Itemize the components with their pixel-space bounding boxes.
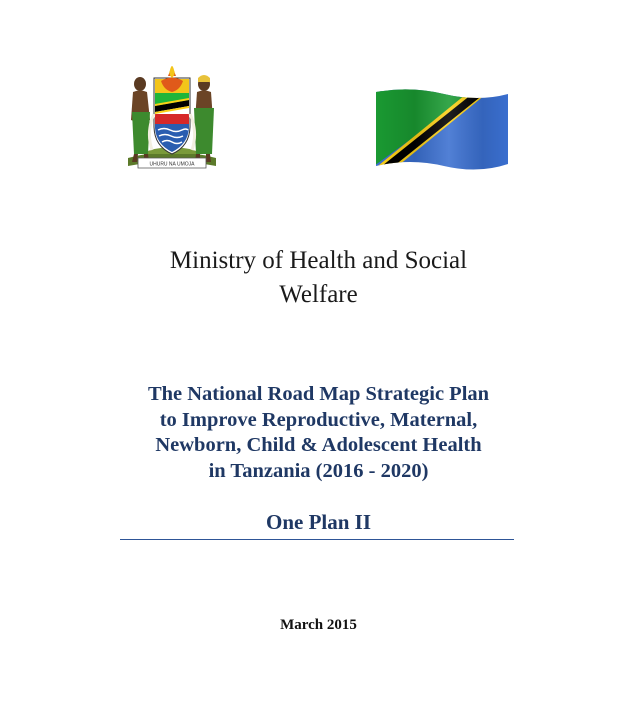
horizontal-divider — [120, 539, 514, 540]
svg-text:UHURU NA UMOJA: UHURU NA UMOJA — [149, 161, 195, 168]
document-subtitle: One Plan II — [265, 510, 372, 534]
document-title — [0, 382, 637, 484]
tanzania-coat-of-arms-icon — [120, 62, 224, 174]
publication-date: March 2015 — [280, 617, 357, 633]
tanzania-flag-icon — [374, 86, 510, 174]
ministry-name — [0, 244, 637, 312]
ministry-name-line-2: Welfare — [279, 281, 358, 308]
document-title-line: to Improve Reproductive, Maternal, — [159, 408, 478, 431]
document-title-line: in Tanzania (2016 - 2020) — [208, 459, 429, 482]
ministry-name-line-1: Ministry of Health and Social — [169, 247, 468, 274]
document-title-line: The National Road Map Strategic Plan — [147, 383, 490, 405]
document-title-line: Newborn, Child & Adolescent Health — [155, 434, 482, 456]
